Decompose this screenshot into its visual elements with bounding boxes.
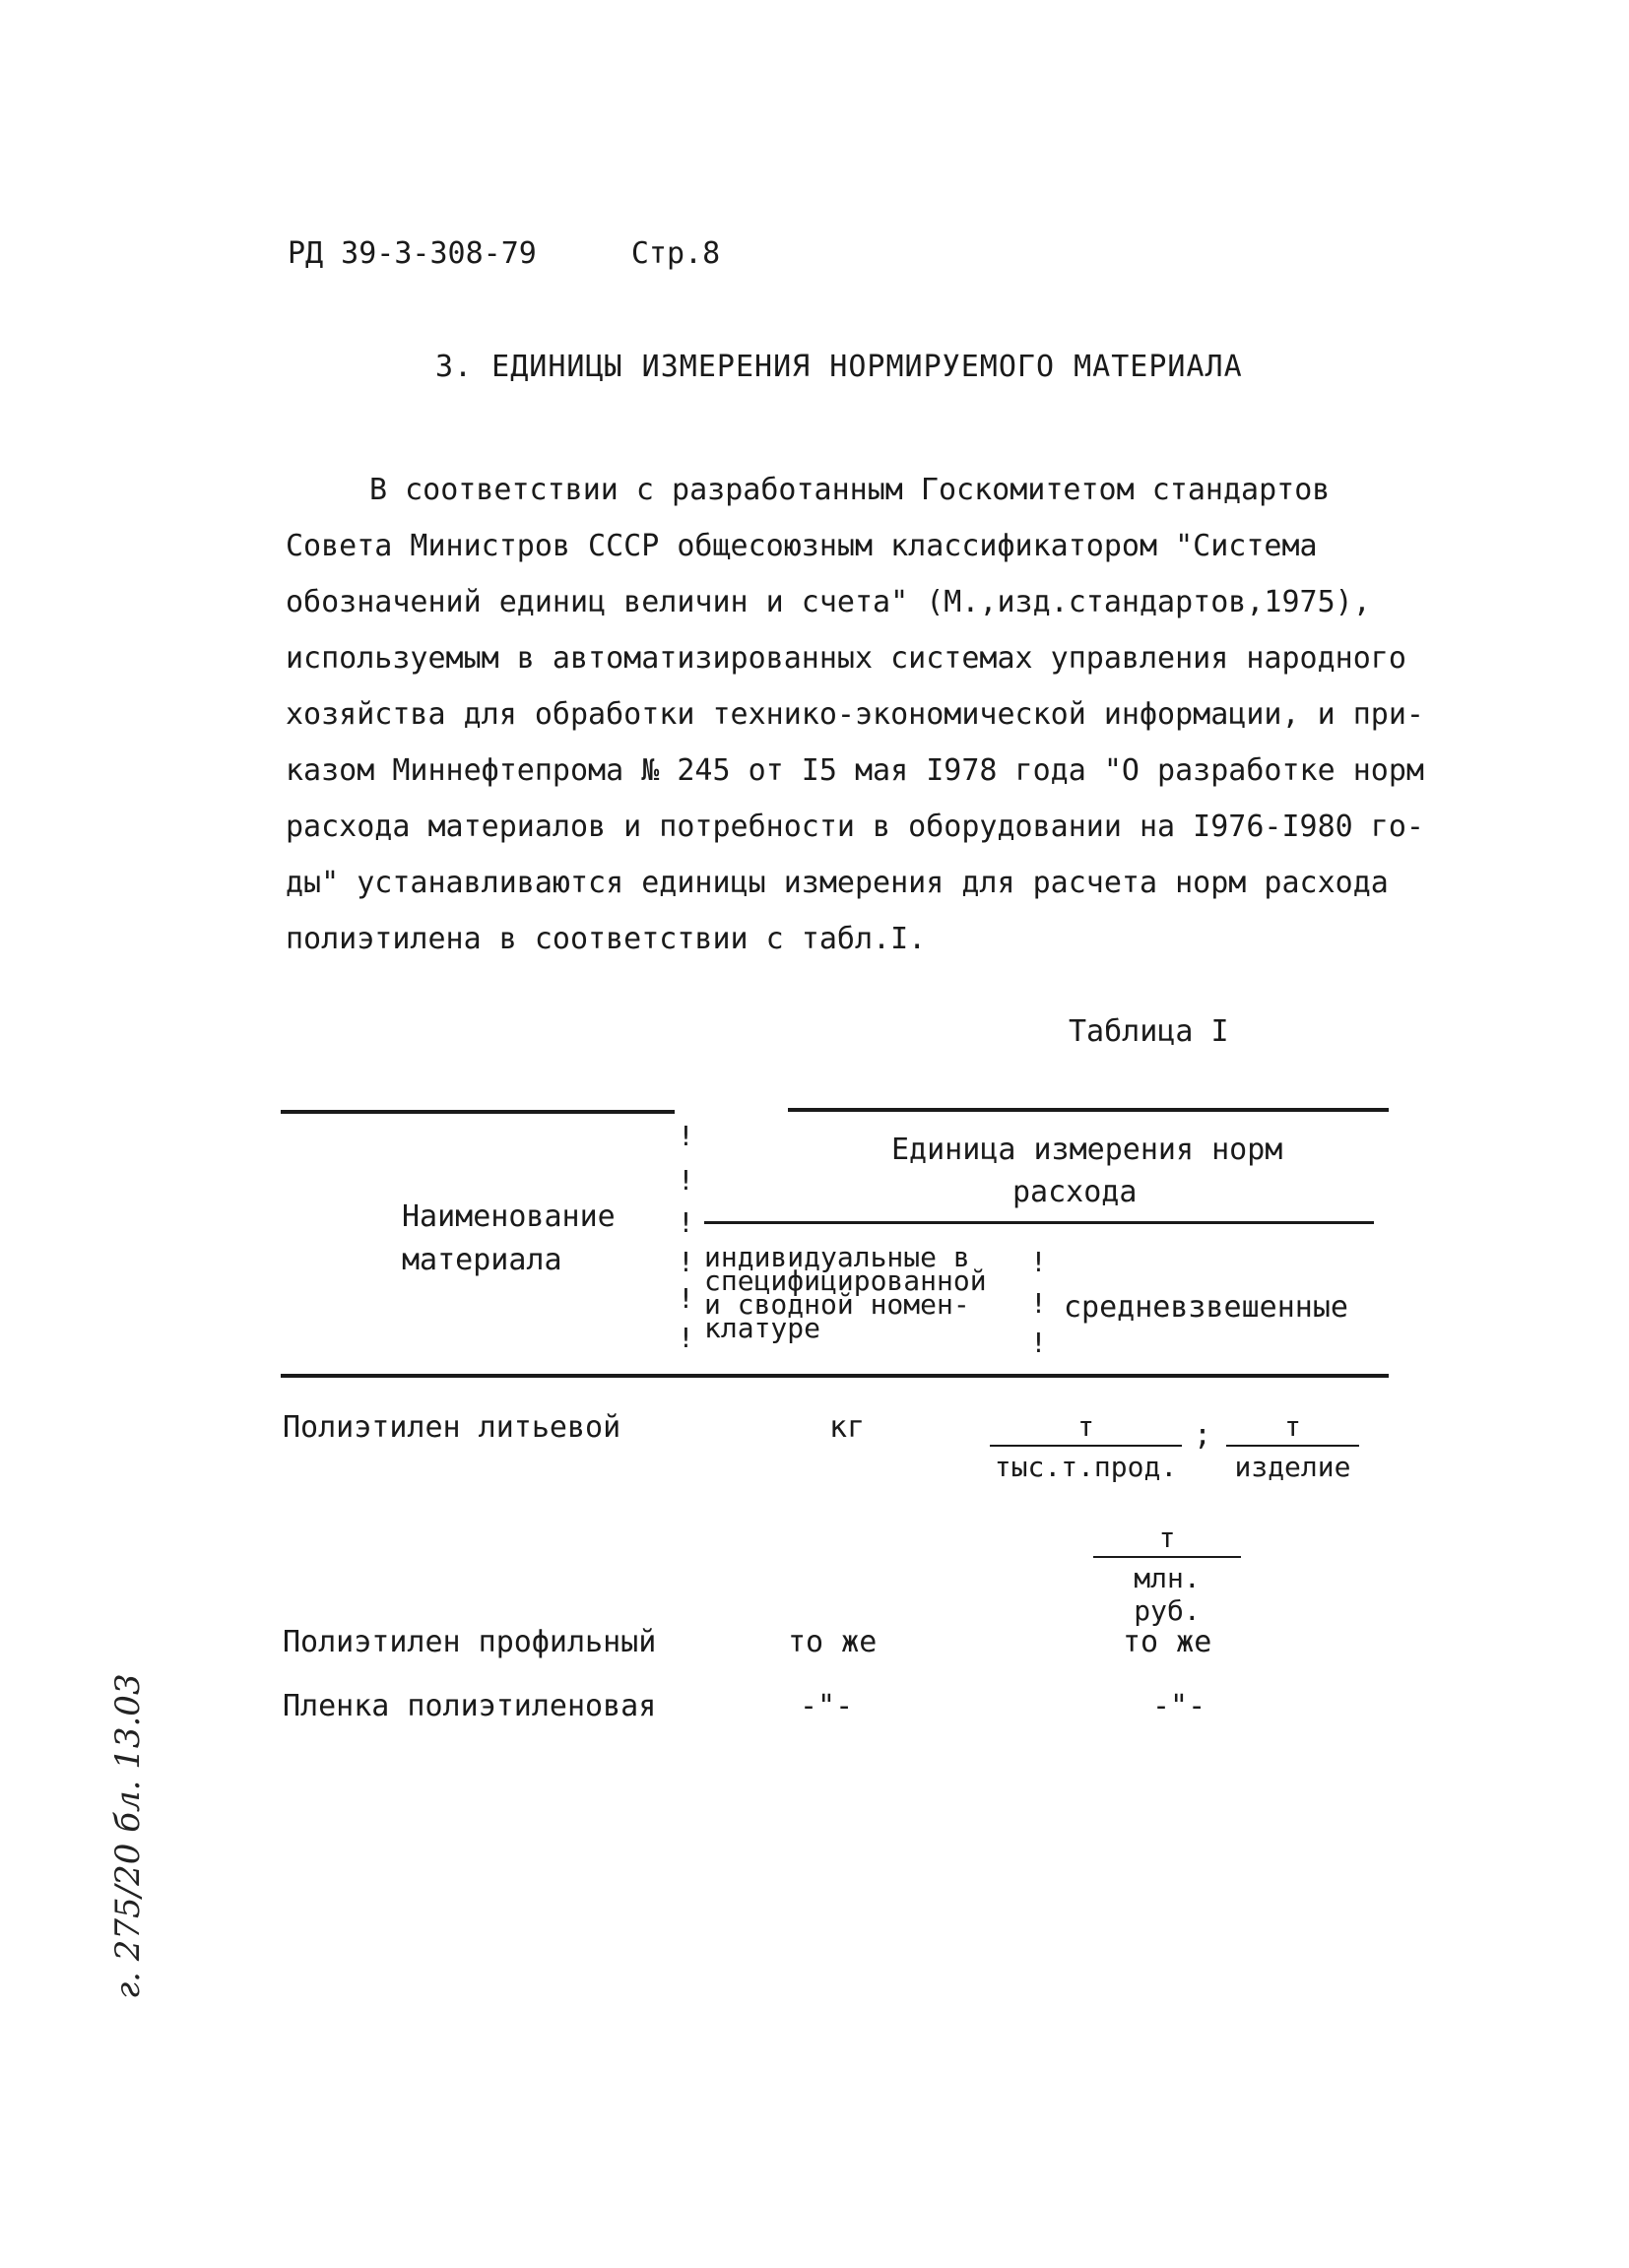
row-material-name: Полиэтилен литьевой: [283, 1410, 621, 1445]
header-unit-group: Единица измерения норм: [891, 1133, 1283, 1167]
section-title: 3. ЕДИНИЦЫ ИЗМЕРЕНИЯ НОРМИРУЕМОГО МАТЕРИАЛА: [435, 350, 1243, 384]
paragraph-line: казом Миннефтепрома № 245 от I5 мая I978 года "О разработке норм: [286, 753, 1424, 788]
header-individual-line: индивидуальные в: [704, 1241, 970, 1273]
fraction-separator: ;: [1194, 1418, 1212, 1453]
table-top-rule-right: [788, 1108, 1389, 1112]
column-separator: !: [678, 1164, 694, 1197]
header-individual-line: клатуре: [704, 1312, 821, 1344]
fraction-denominator: тыс.т.прод.: [994, 1451, 1178, 1483]
paragraph-line: обозначений единиц величин и счета" (М.,изд.стандартов,1975),: [286, 585, 1371, 619]
header-material-name-line2: материала: [402, 1243, 562, 1277]
page-header: [288, 236, 720, 271]
paragraph-line: полиэтилена в соответствии с табл.I.: [286, 922, 927, 956]
fraction-numerator: т: [1226, 1410, 1359, 1447]
fraction-denominator: млн. руб.: [1134, 1562, 1201, 1627]
row-material-name: Полиэтилен профильный: [283, 1625, 657, 1659]
paragraph-line: используемым в автоматизированных системах управления народного: [286, 641, 1406, 676]
weighted-unit-fraction: [1093, 1522, 1241, 1627]
row-material-name: Пленка полиэтиленовая: [283, 1689, 657, 1723]
header-material-name: Наименование: [402, 1199, 616, 1234]
table-top-rule-left: [281, 1110, 675, 1114]
row-individual-unit: -"-: [800, 1689, 854, 1723]
column-separator: !: [678, 1282, 694, 1315]
header-individual: [704, 1241, 987, 1344]
group-header-rule: [704, 1221, 1374, 1224]
fraction-numerator: т: [990, 1410, 1182, 1447]
column-separator: !: [1030, 1327, 1047, 1359]
document-code: РД 39-3-308-79: [288, 236, 537, 271]
column-separator: !: [678, 1246, 694, 1278]
table-caption: Таблица I: [1069, 1014, 1229, 1049]
column-separator: !: [678, 1322, 694, 1354]
fraction-denominator: изделие: [1234, 1451, 1351, 1483]
row-individual-unit: то же: [788, 1625, 878, 1659]
column-separator: !: [678, 1206, 694, 1239]
weighted-unit-fraction: [990, 1410, 1182, 1483]
paragraph-line: расхода материалов и потребности в оборудовании на I976-I980 го-: [286, 810, 1424, 844]
column-separator: !: [678, 1120, 694, 1152]
row-individual-unit: кг: [829, 1410, 866, 1445]
page-number: Стр.8: [630, 236, 721, 271]
handwritten-margin-note: г. 275/20 бл. 13.03: [108, 1673, 148, 1999]
header-individual-line: и сводной номен-: [704, 1288, 970, 1321]
paragraph-line: В соответствии с разработанным Госкомитетом стандартов: [369, 473, 1331, 507]
header-bottom-rule: [281, 1374, 1389, 1378]
row-weighted-unit: то же: [1123, 1625, 1212, 1659]
paragraph-line: Совета Министров СССР общесоюзным классификатором "Система: [286, 529, 1318, 563]
header-individual-line: специфицированной: [704, 1264, 987, 1297]
row-weighted-unit: -"-: [1152, 1689, 1206, 1723]
column-separator: !: [1030, 1287, 1047, 1320]
paragraph-line: хозяйства для обработки технико-экономической информации, и при-: [286, 697, 1424, 732]
fraction-numerator: т: [1093, 1522, 1241, 1558]
header-weighted: средневзвешенные: [1064, 1290, 1348, 1325]
column-separator: !: [1030, 1246, 1047, 1278]
weighted-unit-fraction: [1226, 1410, 1359, 1483]
header-unit-group-line2: расхода: [1012, 1175, 1138, 1209]
paragraph-line: ды" устанавливаются единицы измерения для расчета норм расхода: [286, 866, 1389, 900]
